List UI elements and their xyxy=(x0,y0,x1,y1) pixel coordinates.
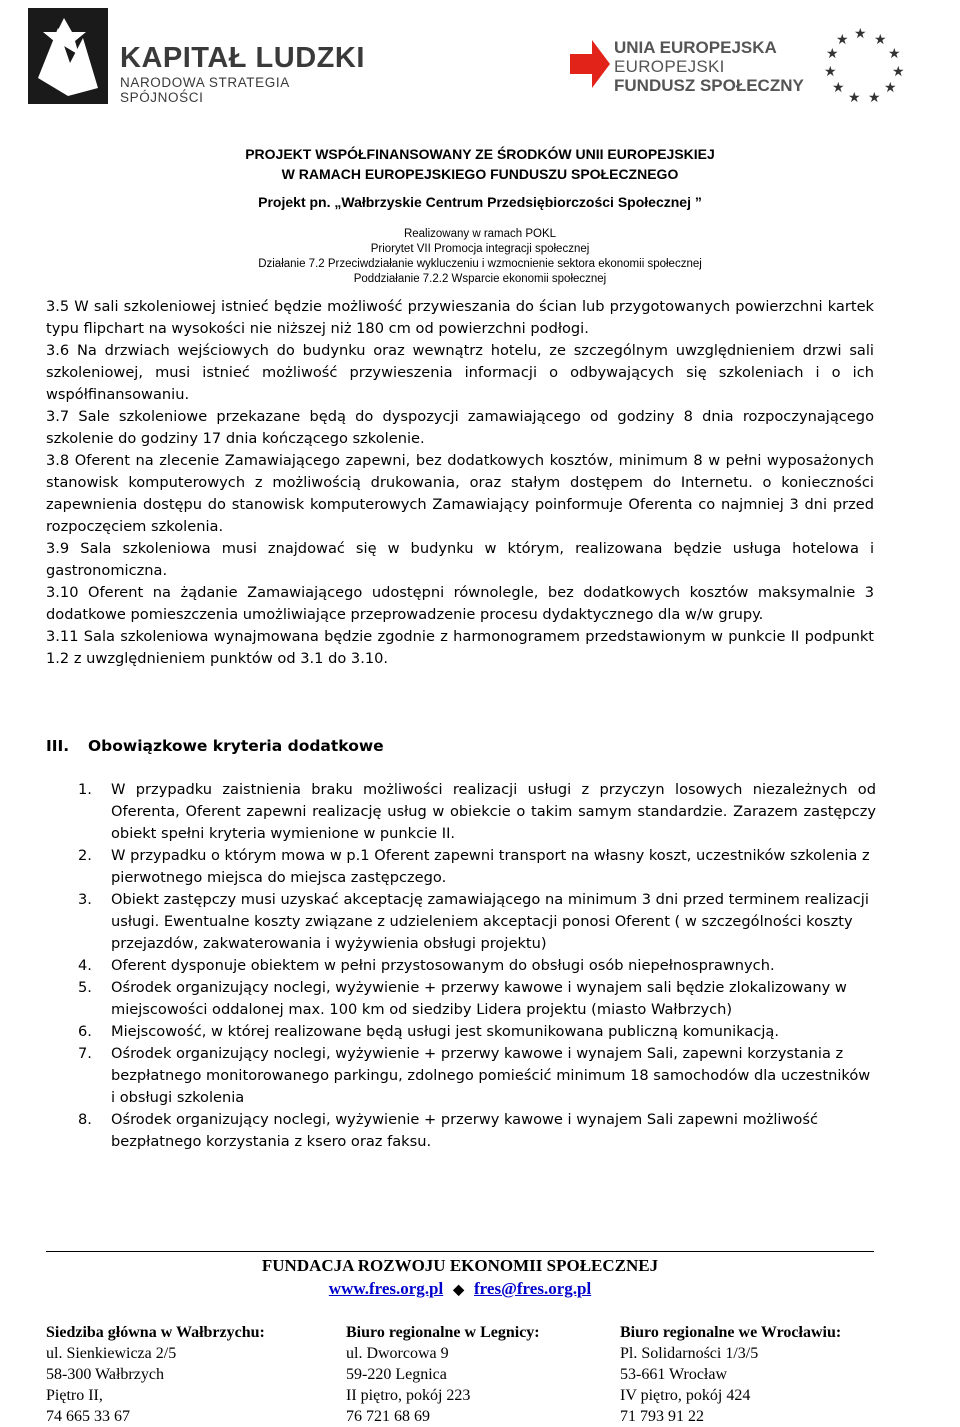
criteria-list xyxy=(46,779,876,1153)
eu-logo xyxy=(570,14,940,104)
svg-text:★: ★ xyxy=(892,64,905,80)
list-item-number: 1. xyxy=(78,781,92,798)
footer-divider xyxy=(46,1251,874,1252)
office-floor: IV piętro, pokój 424 xyxy=(620,1387,751,1404)
list-item-text: Oferent dysponuje obiektem w pełni przystosowanym do obsługi osób niepełnosprawnych. xyxy=(111,957,775,974)
section-heading xyxy=(46,737,384,755)
footer-office-wroclaw xyxy=(620,1322,841,1427)
list-item-text: Ośrodek organizujący noclegi, wyżywienie + przerwy kawowe i wynajem Sali zapewni możliwość bezpłatnego korzystania z ksero oraz faksu. xyxy=(111,1111,818,1150)
paragraphs-block xyxy=(46,296,874,670)
svg-text:★: ★ xyxy=(826,46,839,62)
project-name: Projekt pn. „Wałbrzyskie Centrum Przedsiębiorczości Społecznej ” xyxy=(258,194,702,210)
paragraph-3-8: 3.8 Oferent na zlecenie Zamawiającego zapewni, bez dodatkowych kosztów, minimum 8 w pełni wyposażonych stanowisk komputerowych z możliwością drukowania, oraz stałym dostępem do Internetu. o konieczności zapewnienia dostępu do stanowisk komputerowych Zamawiający poinformuje Oferenta co najmniej 3 dni przed rozpoczęciem szkolenia. xyxy=(46,452,874,535)
kapital-ludzki-title: KAPITAŁ LUDZKI xyxy=(120,42,365,74)
list-item-number: 7. xyxy=(78,1045,92,1062)
project-line-1: PROJEKT WSPÓŁFINANSOWANY ZE ŚRODKÓW UNII EUROPEJSKIEJ xyxy=(245,146,715,162)
list-item-number: 2. xyxy=(78,847,92,864)
list-item xyxy=(46,779,876,845)
project-detail-1: Realizowany w ramach POKL xyxy=(403,228,557,240)
footer-links xyxy=(0,1279,920,1299)
svg-text:★: ★ xyxy=(874,32,887,48)
office-city: 53-661 Wrocław xyxy=(620,1366,728,1383)
kapital-ludzki-emblem-icon xyxy=(28,8,118,108)
list-item xyxy=(46,845,876,889)
paragraph-3-9: 3.9 Sala szkoleniowa musi znajdować się w budynku w którym, realizowana będzie usługa hotelowa i gastronomiczna. xyxy=(46,540,874,579)
website-link[interactable]: www.fres.org.pl xyxy=(328,1279,444,1298)
office-street: ul. Sienkiewicza 2/5 xyxy=(46,1345,177,1362)
footer-office-legnica xyxy=(346,1322,540,1427)
office-city: 59-220 Legnica xyxy=(346,1366,447,1383)
list-item-number: 3. xyxy=(78,891,92,908)
paragraph-3-7: 3.7 Sale szkoleniowe przekazane będą do dyspozycji zamawiającego od godziny 8 dnia rozpoczynającego szkolenie do godziny 17 dnia kończącego szkolenie. xyxy=(46,408,874,447)
svg-text:★: ★ xyxy=(824,64,837,80)
eu-line1: UNIA EUROPEJSKA xyxy=(614,38,777,57)
list-item-text: W przypadku o którym mowa w p.1 Oferent zapewni transport na własny koszt, uczestników szkolenia z pierwotnego miejsca do miejsca zastępczego. xyxy=(111,847,870,886)
list-item xyxy=(46,1021,876,1043)
svg-text:★: ★ xyxy=(832,80,845,96)
project-detail-2: Priorytet VII Promocja integracji społecznej xyxy=(370,243,590,255)
list-item xyxy=(46,1109,876,1153)
section-title: Obowiązkowe kryteria dodatkowe xyxy=(88,737,384,755)
list-item-number: 5. xyxy=(78,979,92,996)
project-detail-3: Działanie 7.2 Przeciwdziałanie wykluczeniu i wzmocnienie sektora ekonomii społecznej xyxy=(258,258,702,270)
svg-text:★: ★ xyxy=(888,46,901,62)
office-phone: 76 721 68 69 xyxy=(346,1408,430,1425)
list-item xyxy=(46,955,876,977)
kapital-ludzki-logo xyxy=(28,8,368,108)
eu-arrow-icon xyxy=(570,36,610,96)
project-detail-4: Poddziałanie 7.2.2 Wsparcie ekonomii społecznej xyxy=(353,273,607,285)
eu-line3: FUNDUSZ SPOŁECZNY xyxy=(614,76,804,95)
office-street: ul. Dworcowa 9 xyxy=(346,1345,449,1362)
svg-text:★: ★ xyxy=(884,80,897,96)
list-item-text: Obiekt zastępczy musi uzyskać akceptację zamawiającego na minimum 3 dni przed terminem realizacji usługi. Ewentualne koszty związane z udzieleniem akceptacji ponosi Oferent ( w szczególności koszty przejazdów, zakwaterowania i wyżywienia obsługi projektu) xyxy=(111,891,869,952)
list-item-number: 6. xyxy=(78,1023,92,1040)
office-floor: Piętro II, xyxy=(46,1387,103,1404)
list-item-number: 4. xyxy=(78,957,92,974)
eu-stars-icon xyxy=(804,24,914,104)
office-street: Pl. Solidarności 1/3/5 xyxy=(620,1345,759,1362)
paragraph-3-6: 3.6 Na drzwiach wejściowych do budynku oraz wewnątrz hotelu, ze szczególnym uwzględnieniem drzwi sali szkoleniowej, musi istnieć możliwość przywieszenia informacji o odbywających się szkoleniach i o ich współfinansowaniu. xyxy=(46,342,874,403)
list-item xyxy=(46,977,876,1021)
list-item xyxy=(46,889,876,955)
office-heading: Biuro regionalne w Legnicy: xyxy=(346,1324,540,1341)
kapital-ludzki-subtitle: NARODOWA STRATEGIA SPÓJNOŚCI xyxy=(120,75,290,105)
office-floor: II piętro, pokój 223 xyxy=(346,1387,471,1404)
paragraph-3-11: 3.11 Sala szkoleniowa wynajmowana będzie zgodnie z harmonogramem przedstawionym w punkcie II podpunkt 1.2 z uwzględnieniem punktów od 3.1 do 3.10. xyxy=(46,628,874,667)
section-number: III. xyxy=(46,737,70,755)
footer-organization: FUNDACJA ROZWOJU EKONOMII SPOŁECZNEJ xyxy=(261,1256,659,1275)
office-heading: Biuro regionalne we Wrocławiu: xyxy=(620,1324,842,1341)
list-item-number: 8. xyxy=(78,1111,92,1128)
list-item xyxy=(46,1043,876,1109)
svg-text:★: ★ xyxy=(854,26,867,42)
list-item-text: Miejscowość, w której realizowane będą usługi jest skomunikowana publiczną komunikacją. xyxy=(111,1023,779,1040)
svg-text:★: ★ xyxy=(836,32,849,48)
email-link[interactable]: fres@fres.org.pl xyxy=(474,1279,592,1298)
list-item-text: Ośrodek organizujący noclegi, wyżywienie + przerwy kawowe i wynajem Sali, zapewni korzystania z bezpłatnego monitorowanego parkingu, zdolnego pomieścić minimum 18 samochodów dla uczestników i obsługi szkolenia xyxy=(111,1045,871,1106)
office-phone: 74 665 33 67 xyxy=(46,1408,130,1425)
paragraph-3-5: 3.5 W sali szkoleniowej istnieć będzie możliwość przywieszania do ścian lub przygotowanych powierzchni kartek typu flipchart na wysokości nie niższej niż 180 cm od powierzchni podłogi. xyxy=(46,298,874,337)
eu-line2: EUROPEJSKI xyxy=(614,57,725,76)
office-phone: 71 793 91 22 xyxy=(620,1408,704,1425)
office-heading: Siedziba główna w Wałbrzychu: xyxy=(46,1324,265,1341)
list-item-text: W przypadku zaistnienia braku możliwości realizacji usługi z przyczyn losowych niezależnych od Oferenta, Oferent zapewni realizację usług w obiekcie o takim samym standardzie. Zarazem zastępczy obiekt spełni kryteria wymienione w punkcie II. xyxy=(111,781,876,842)
svg-text:★: ★ xyxy=(848,90,861,104)
svg-text:★: ★ xyxy=(868,90,881,104)
list-item-text: Ośrodek organizujący noclegi, wyżywienie + przerwy kawowe i wynajem sali będzie zlokalizowany w miejscowości oddalonej max. 100 km od siedziby Lidera projektu (miasto Wałbrzych) xyxy=(111,979,847,1018)
footer-office-walbrzych xyxy=(46,1322,265,1427)
diamond-icon: ◆ xyxy=(453,1283,465,1298)
office-city: 58-300 Wałbrzych xyxy=(46,1366,164,1383)
paragraph-3-10: 3.10 Oferent na żądanie Zamawiającego udostępni równolegle, bez dodatkowych kosztów maksymalnie 3 dodatkowe pomieszczenia umożliwiające przeprowadzenie procesu dydaktycznego dla w/w grupy. xyxy=(46,584,874,623)
project-line-2: W RAMACH EUROPEJSKIEGO FUNDUSZU SPOŁECZNEGO xyxy=(281,166,679,182)
